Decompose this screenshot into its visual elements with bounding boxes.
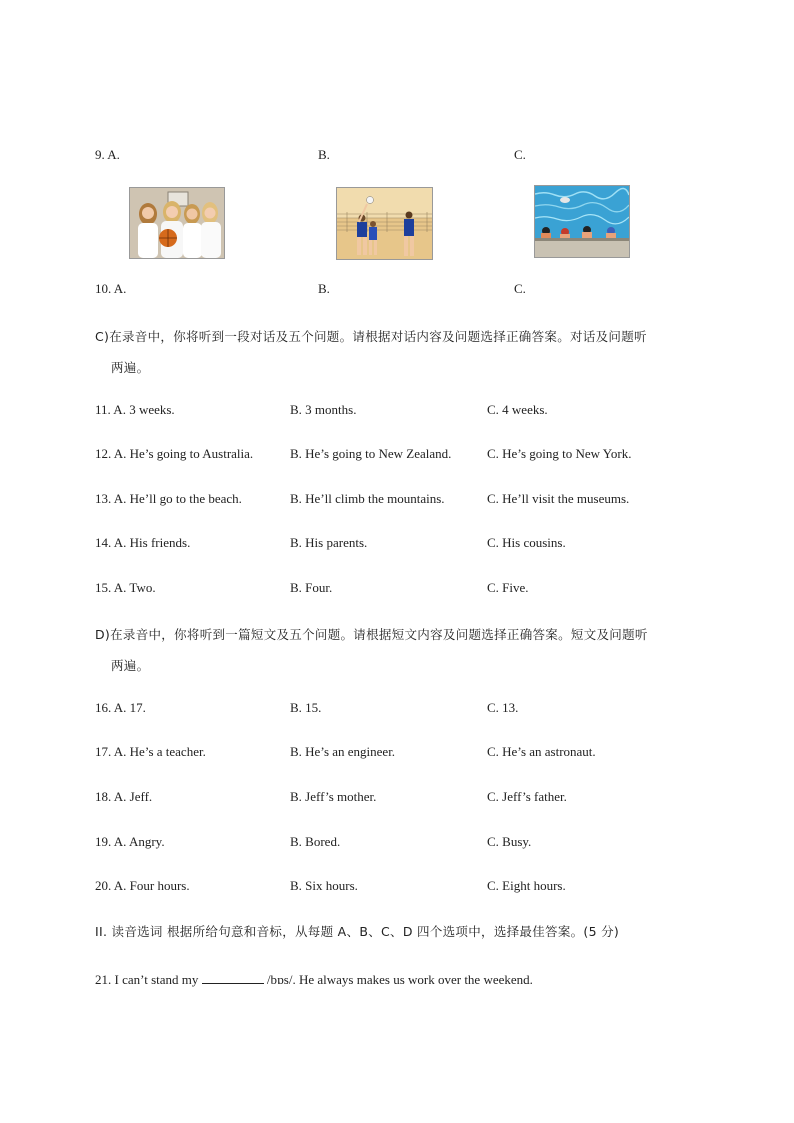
q12-option-c: C. He’s going to New York. [487,446,632,461]
q17-option-a: 17. A. He’s a teacher. [95,744,206,759]
q10-label-c: C. [514,281,526,296]
q15-option-a: 15. A. Two. [95,580,156,595]
q14-option-c: C. His cousins. [487,535,566,550]
q13-option-a: 13. A. He’ll go to the beach. [95,491,242,506]
q10-label-a: 10. A. [95,281,127,296]
q20-option-b: B. Six hours. [290,878,358,893]
q13-option-c: C. He’ll visit the museums. [487,491,630,506]
q12-option-b: B. He’s going to New Zealand. [290,446,452,461]
q19-option-a: 19. A. Angry. [95,834,165,849]
section-c-instruction-cont: 两遍。 [111,360,150,375]
q9-label-a: 9. A. [95,147,120,162]
q12-option-a: 12. A. He’s going to Australia. [95,446,254,461]
volleyball-players-photo [336,187,433,260]
basketball-girls-photo [129,187,225,259]
q16-option-a: 16. A. 17. [95,700,146,715]
q17-option-c: C. He’s an astronaut. [487,744,596,759]
section-d-instruction: D)在录音中，你将听到一篇短文及五个问题。请根据短文内容及问题选择正确答案。短文及问题听 [95,627,648,642]
q21-answer-blank [202,972,264,984]
q9-label-c: C. [514,147,526,162]
section-d-instruction-cont: 两遍。 [111,658,150,673]
q20-option-c: C. Eight hours. [487,878,566,893]
q11-option-b: B. 3 months. [290,402,357,417]
q20-option-a: 20. A. Four hours. [95,878,190,893]
q19-option-c: C. Busy. [487,834,532,849]
q16-option-c: C. 13. [487,700,519,715]
q17-option-b: B. He’s an engineer. [290,744,396,759]
q13-option-b: B. He’ll climb the mountains. [290,491,445,506]
q11-option-c: C. 4 weeks. [487,402,548,417]
q18-option-c: C. Jeff’s father. [487,789,567,804]
q21-phonetic-suffix: /bɒs/. He always makes us work over the weekend. [266,972,533,987]
q19-option-b: B. Bored. [290,834,341,849]
q14-option-b: B. His parents. [290,535,368,550]
q16-option-b: B. 15. [290,700,322,715]
swimming-pool-photo [534,185,630,258]
q10-label-b: B. [318,281,330,296]
q14-option-a: 14. A. His friends. [95,535,191,550]
q21-prefix: 21. I can’t stand my [95,972,199,987]
part-ii-heading: II. 读音选词 根据所给句意和音标，从每题 A、B、C、D 四个选项中，选择最佳答案。(5 分) [95,924,620,939]
q11-option-a: 11. A. 3 weeks. [95,402,175,417]
q15-option-b: B. Four. [290,580,333,595]
q18-option-a: 18. A. Jeff. [95,789,153,804]
q9-label-b: B. [318,147,330,162]
q21-sentence [95,972,533,988]
q18-option-b: B. Jeff’s mother. [290,789,377,804]
q15-option-c: C. Five. [487,580,529,595]
section-c-instruction: C)在录音中，你将听到一段对话及五个问题。请根据对话内容及问题选择正确答案。对话及问题听 [95,329,647,344]
